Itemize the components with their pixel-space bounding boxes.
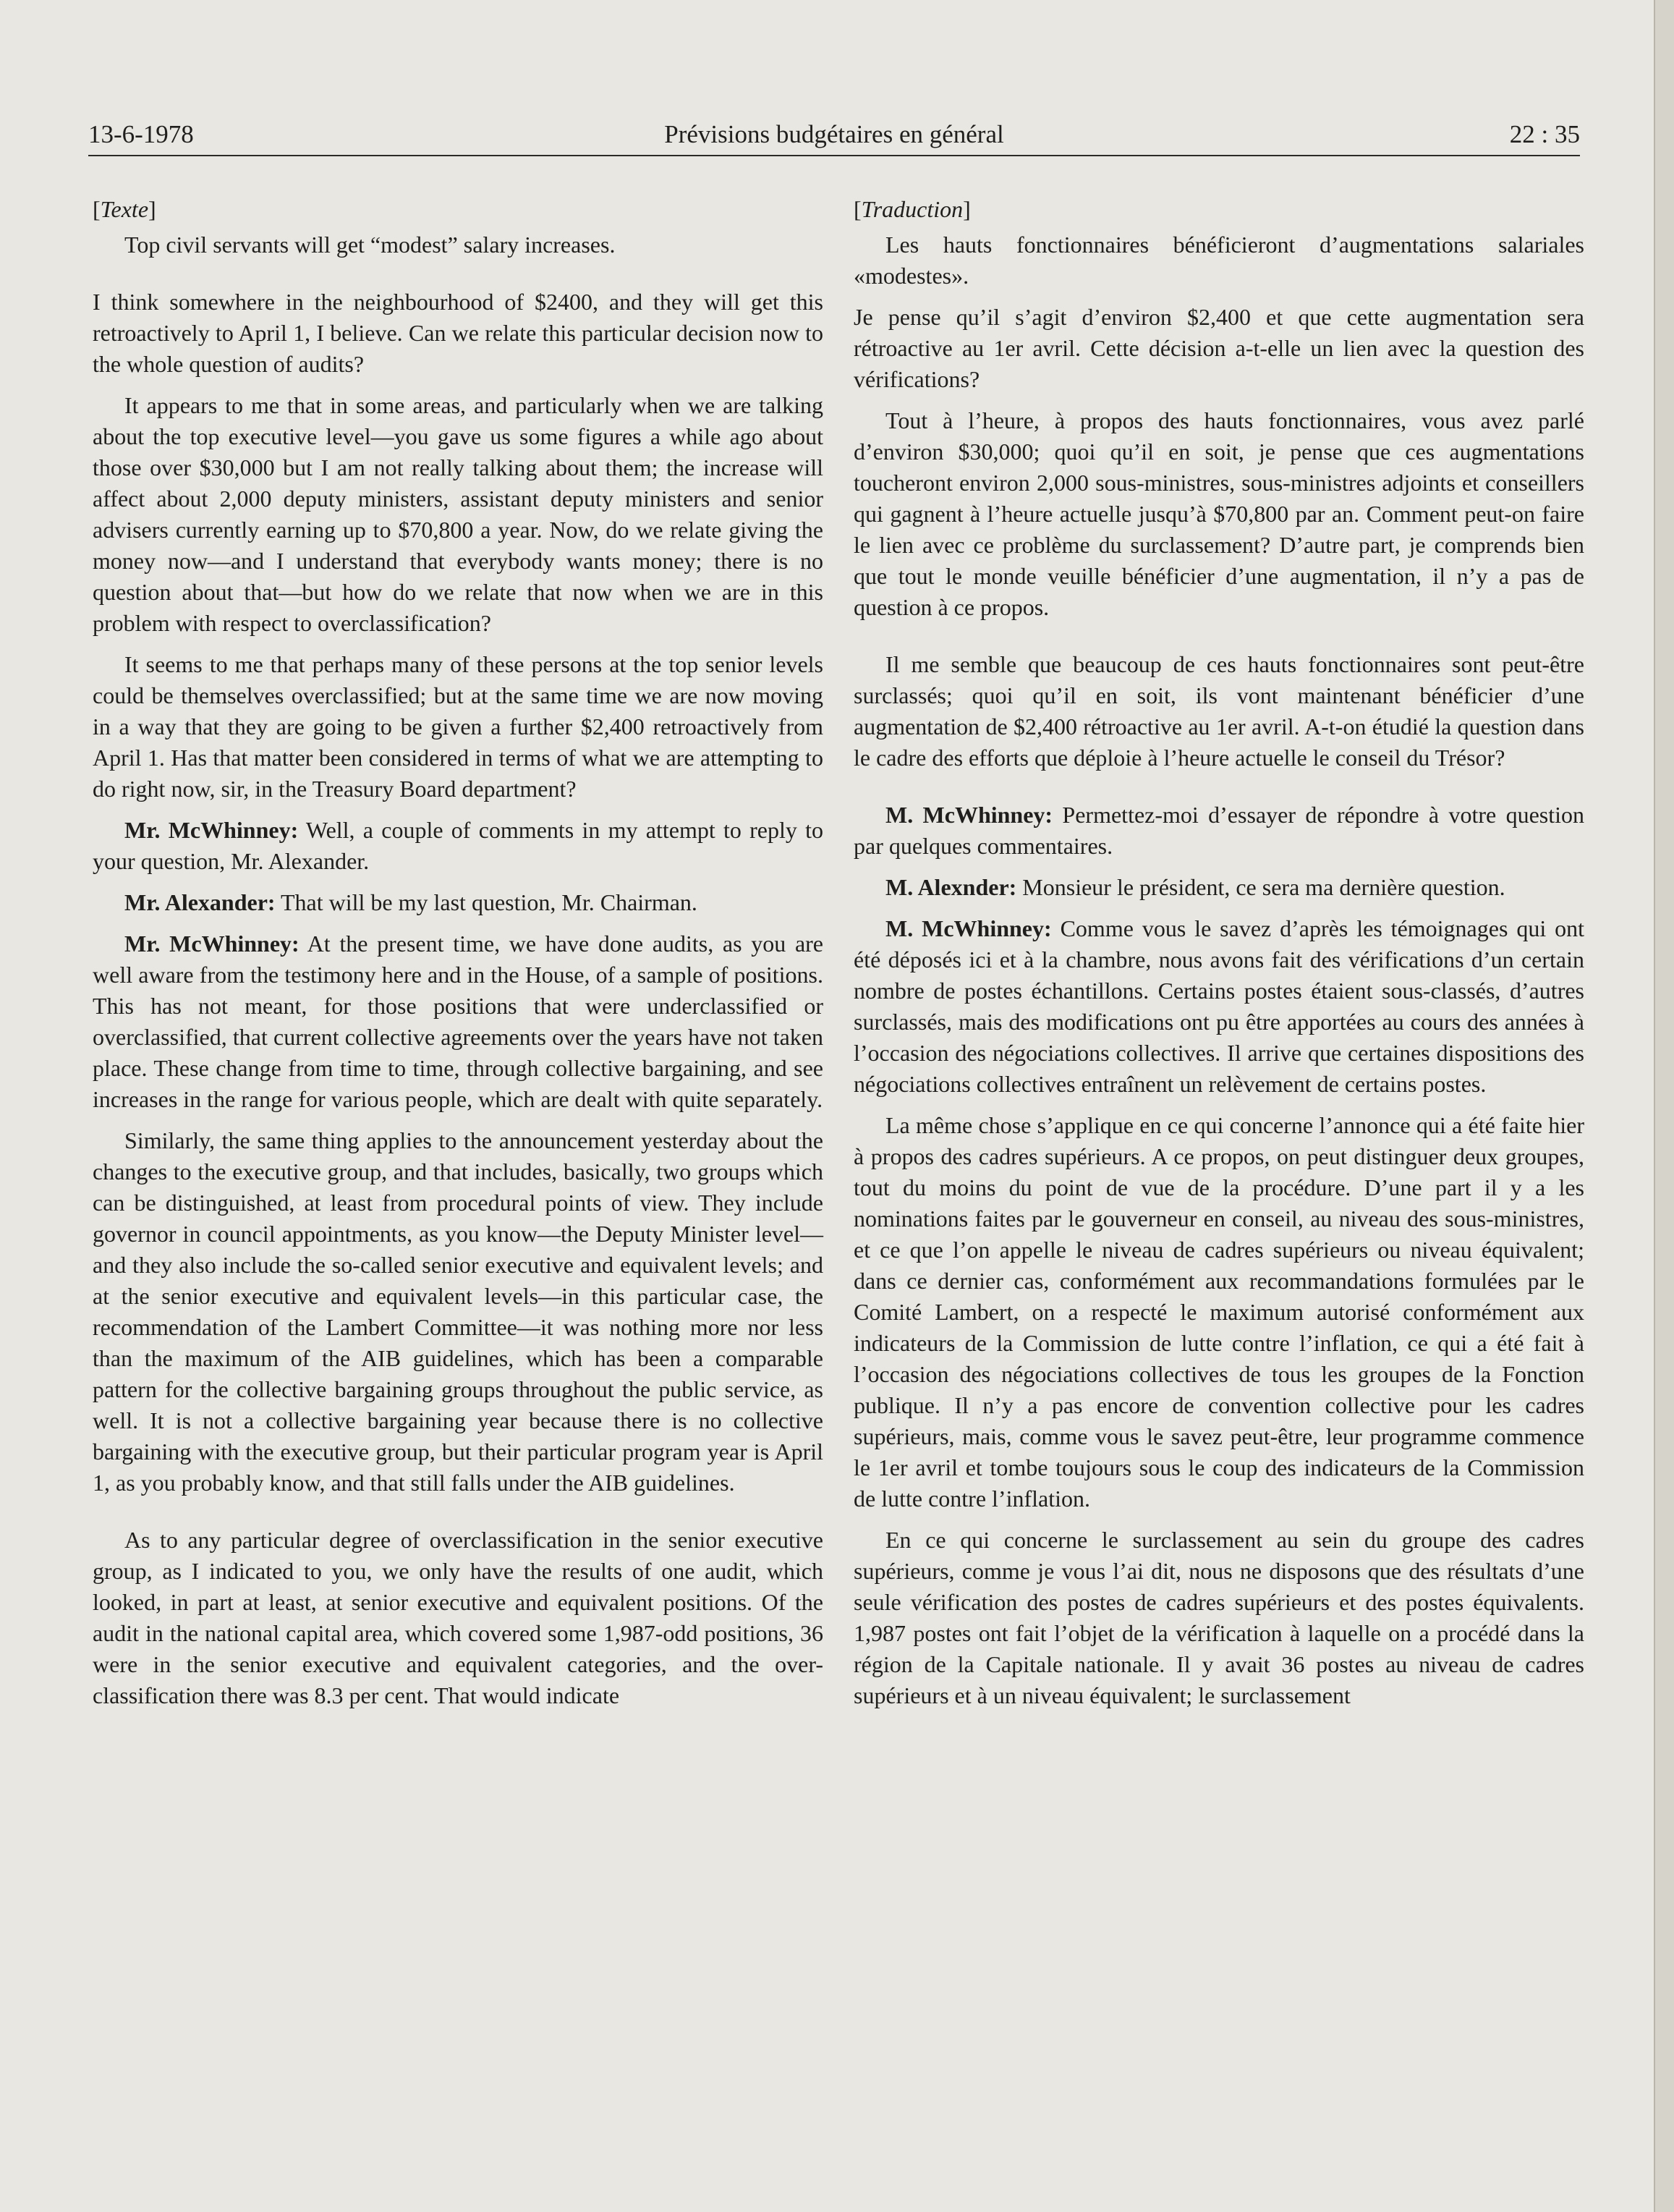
translation-tag: [Traduction] bbox=[854, 196, 971, 222]
speech-text: Comme vous le savez d’après les témoignages qui ont été déposés ici et à la chambre, nous avons fait des vérifications d’un certain nombre de postes échantillons. Certains postes étaient sous-classés, d’autres surclassés, mais des modifications ont pu être apportées au cours des années à l’occasion des négociations collectives. Il arrive que certaines dispositions des négociations collectives entraînent un relèvement de certains postes. bbox=[854, 915, 1585, 1097]
paragraph: Il me semble que beaucoup de ces hauts fonctionnaires sont peut-être surclassés; quoi qu’il en soit, ils vont maintenant bénéficier d’une augmentation de $2,400 rétroactive au 1er avril. A-t-on étudié la question dans le cadre des efforts que déploie à l’heure actuelle le conseil du Trésor? bbox=[854, 651, 1584, 771]
speaker-name: Mr. McWhinney: bbox=[124, 931, 299, 957]
paragraph bbox=[854, 872, 1584, 903]
speaker-name: M. Alexnder: bbox=[885, 874, 1017, 900]
paragraph bbox=[854, 913, 1584, 1100]
speaker-name: Mr. McWhinney: bbox=[124, 817, 299, 843]
paragraph bbox=[93, 887, 823, 918]
page-number: 22 : 35 bbox=[1509, 120, 1580, 148]
speech-text: Permettez-moi d’essayer de répondre à votre question par quelques commentaires. bbox=[854, 802, 1585, 859]
paragraph bbox=[93, 928, 823, 1115]
speaker-name: M. McWhinney: bbox=[885, 915, 1052, 941]
paragraph: Tout à l’heure, à propos des hauts fonctionnaires, vous avez parlé d’environ $30,000; quoi qu’il en soit, je pense que ces augmentations toucheront environ 2,000 sous-ministres, sous-ministres adjoints et conseillers qui gagnent à l’heure actuelle jusqu’à $70,800 par an. Comment peut-on faire le lien avec ce problème du surclassement? D’autre part, je comprends bien que tout le monde veuille bénéficier d’une augmentation, il n’y a pas de question à ce propos. bbox=[854, 407, 1584, 620]
paragraph bbox=[854, 800, 1584, 862]
french-column bbox=[854, 194, 1584, 1721]
paragraph: Similarly, the same thing applies to the announcement yesterday about the changes to the executive group, and that includes, basically, two groups which can be distinguished, at least from procedural points of view. They include governor in council appointments, as you know—the Deputy Minister level—and they also include the so-called senior executive and equivalent levels; and at the senior executive and equivalent levels—in this particular case, the recommendation of the Lambert Committee—it was nothing more nor less than the maximum of the AIB guidelines, which has been a comparable pattern for the collective bargaining groups throughout the public service, as well. It is not a collective bargaining year because there is no collective bargaining with the executive group, but their particular program year is April 1, as you probably know, and that still falls under the AIB guidelines. bbox=[93, 1127, 823, 1496]
speech-text: That will be my last question, Mr. Chairman. bbox=[275, 889, 697, 915]
paragraph: Je pense qu’il s’agit d’environ $2,400 et que cette augmentation sera rétroactive au 1er avril. Cette décision a-t-elle un lien avec la question des vérifications? bbox=[854, 304, 1584, 392]
paragraph bbox=[93, 815, 823, 877]
paragraph: Les hauts fonctionnaires bénéficieront d’augmentations salariales «modestes». bbox=[854, 232, 1584, 289]
speech-text: Well, a couple of comments in my attempt to reply to your question, Mr. Alexander. bbox=[93, 817, 824, 874]
text-tag-label: Texte bbox=[100, 196, 149, 222]
paragraph: As to any particular degree of overclassification in the senior executive group, as I indicated to you, we only have the results of one audit, which looked, in part at least, at senior executive and equivalent positions. Of the audit in the national capital area, which covered some 1,987-odd positions, 36 were in the senior executive and equivalent categories, and the over-classification there was 8.3 per cent. That would indicate bbox=[93, 1527, 823, 1708]
paragraph: It appears to me that in some areas, and particularly when we are talking about the top executive level—you gave us some figures a while ago about those over $30,000 but I am not really talking about them; the increase will affect about 2,000 deputy ministers, assistant deputy ministers and senior advisers currently earning up to $70,800 a year. Now, do we relate giving the money now—and I understand that everybody wants money; there is no question about that—but how do we relate that now when we are in this problem with respect to overclassification? bbox=[93, 392, 823, 636]
speech-text: At the present time, we have done audits, as you are well aware from the testimony here and in the House, of a sample of positions. This has not meant, for those positions that were underclassified or overclassified, that current collective agreements over the years have not taken place. These change from time to time, through collective bargaining, and see increases in the range for various people, which are dealt with quite separately. bbox=[93, 931, 824, 1112]
english-column bbox=[93, 194, 823, 1721]
header-date: 13-6-1978 bbox=[88, 120, 194, 148]
paragraph: I think somewhere in the neighbourhood of $2400, and they will get this retroactively to April 1, I believe. Can we relate this particular decision now to the whole question of audits? bbox=[93, 289, 823, 377]
header-title: Prévisions budgétaires en général bbox=[664, 120, 1004, 148]
paragraph: Top civil servants will get “modest” salary increases. bbox=[124, 232, 616, 258]
paragraph: En ce qui concerne le surclassement au sein du groupe des cadres supérieurs, comme je vous l’ai dit, nous ne disposons que des résultats d’une seule vérification des postes de cadres supérieurs et des postes équivalents. 1,987 postes ont fait l’objet de la vérification à laquelle on a procédé dans la région de la Capitale nationale. Il y avait 36 postes au niveau de cadres supérieurs et à un niveau équivalent; le surclassement bbox=[854, 1527, 1584, 1708]
translation-tag-label: Traduction bbox=[861, 196, 964, 222]
speech-text: Monsieur le président, ce sera ma dernière question. bbox=[1016, 874, 1505, 900]
text-tag: [Texte] bbox=[93, 196, 156, 222]
running-header bbox=[88, 114, 1580, 156]
paragraph: La même chose s’applique en ce qui concerne l’annonce qui a été faite hier à propos des cadres supérieurs. A ce propos, on peut distinguer deux groupes, tout du moins du point de vue de la procédure. D’une part il y a les nominations faites par le gouverneur en conseil, au niveau des sous-ministres, et ce que l’on appelle le niveau de cadres supérieurs ou niveau équivalent; dans ce dernier cas, conformément aux recommandations formulées par le Comité Lambert, on a respecté le maximum autorisé conformément aux indicateurs de la Commission de lutte contre l’inflation, ce qui a été fait à l’occasion des négociations collectives de tous les groupes de la Fonction publique. Il n’y a pas encore de convention collective pour les cadres supérieurs, mais, comme vous le savez peut-être, leur programme commence le 1er avril et tombe toujours sous le coup des indicateurs de la Commission de lutte contre l’inflation. bbox=[854, 1112, 1584, 1512]
page-edge bbox=[1654, 0, 1674, 2212]
speaker-name: M. McWhinney: bbox=[885, 802, 1053, 828]
speaker-name: Mr. Alexander: bbox=[124, 889, 276, 915]
paragraph: It seems to me that perhaps many of these persons at the top senior levels could be themselves overclassified; but at the same time we are now moving in a way that they are going to be given a further $2,400 retroactively from April 1. Has that matter been considered in terms of what we are attempting to do right now, sir, in the Treasury Board department? bbox=[93, 651, 823, 802]
